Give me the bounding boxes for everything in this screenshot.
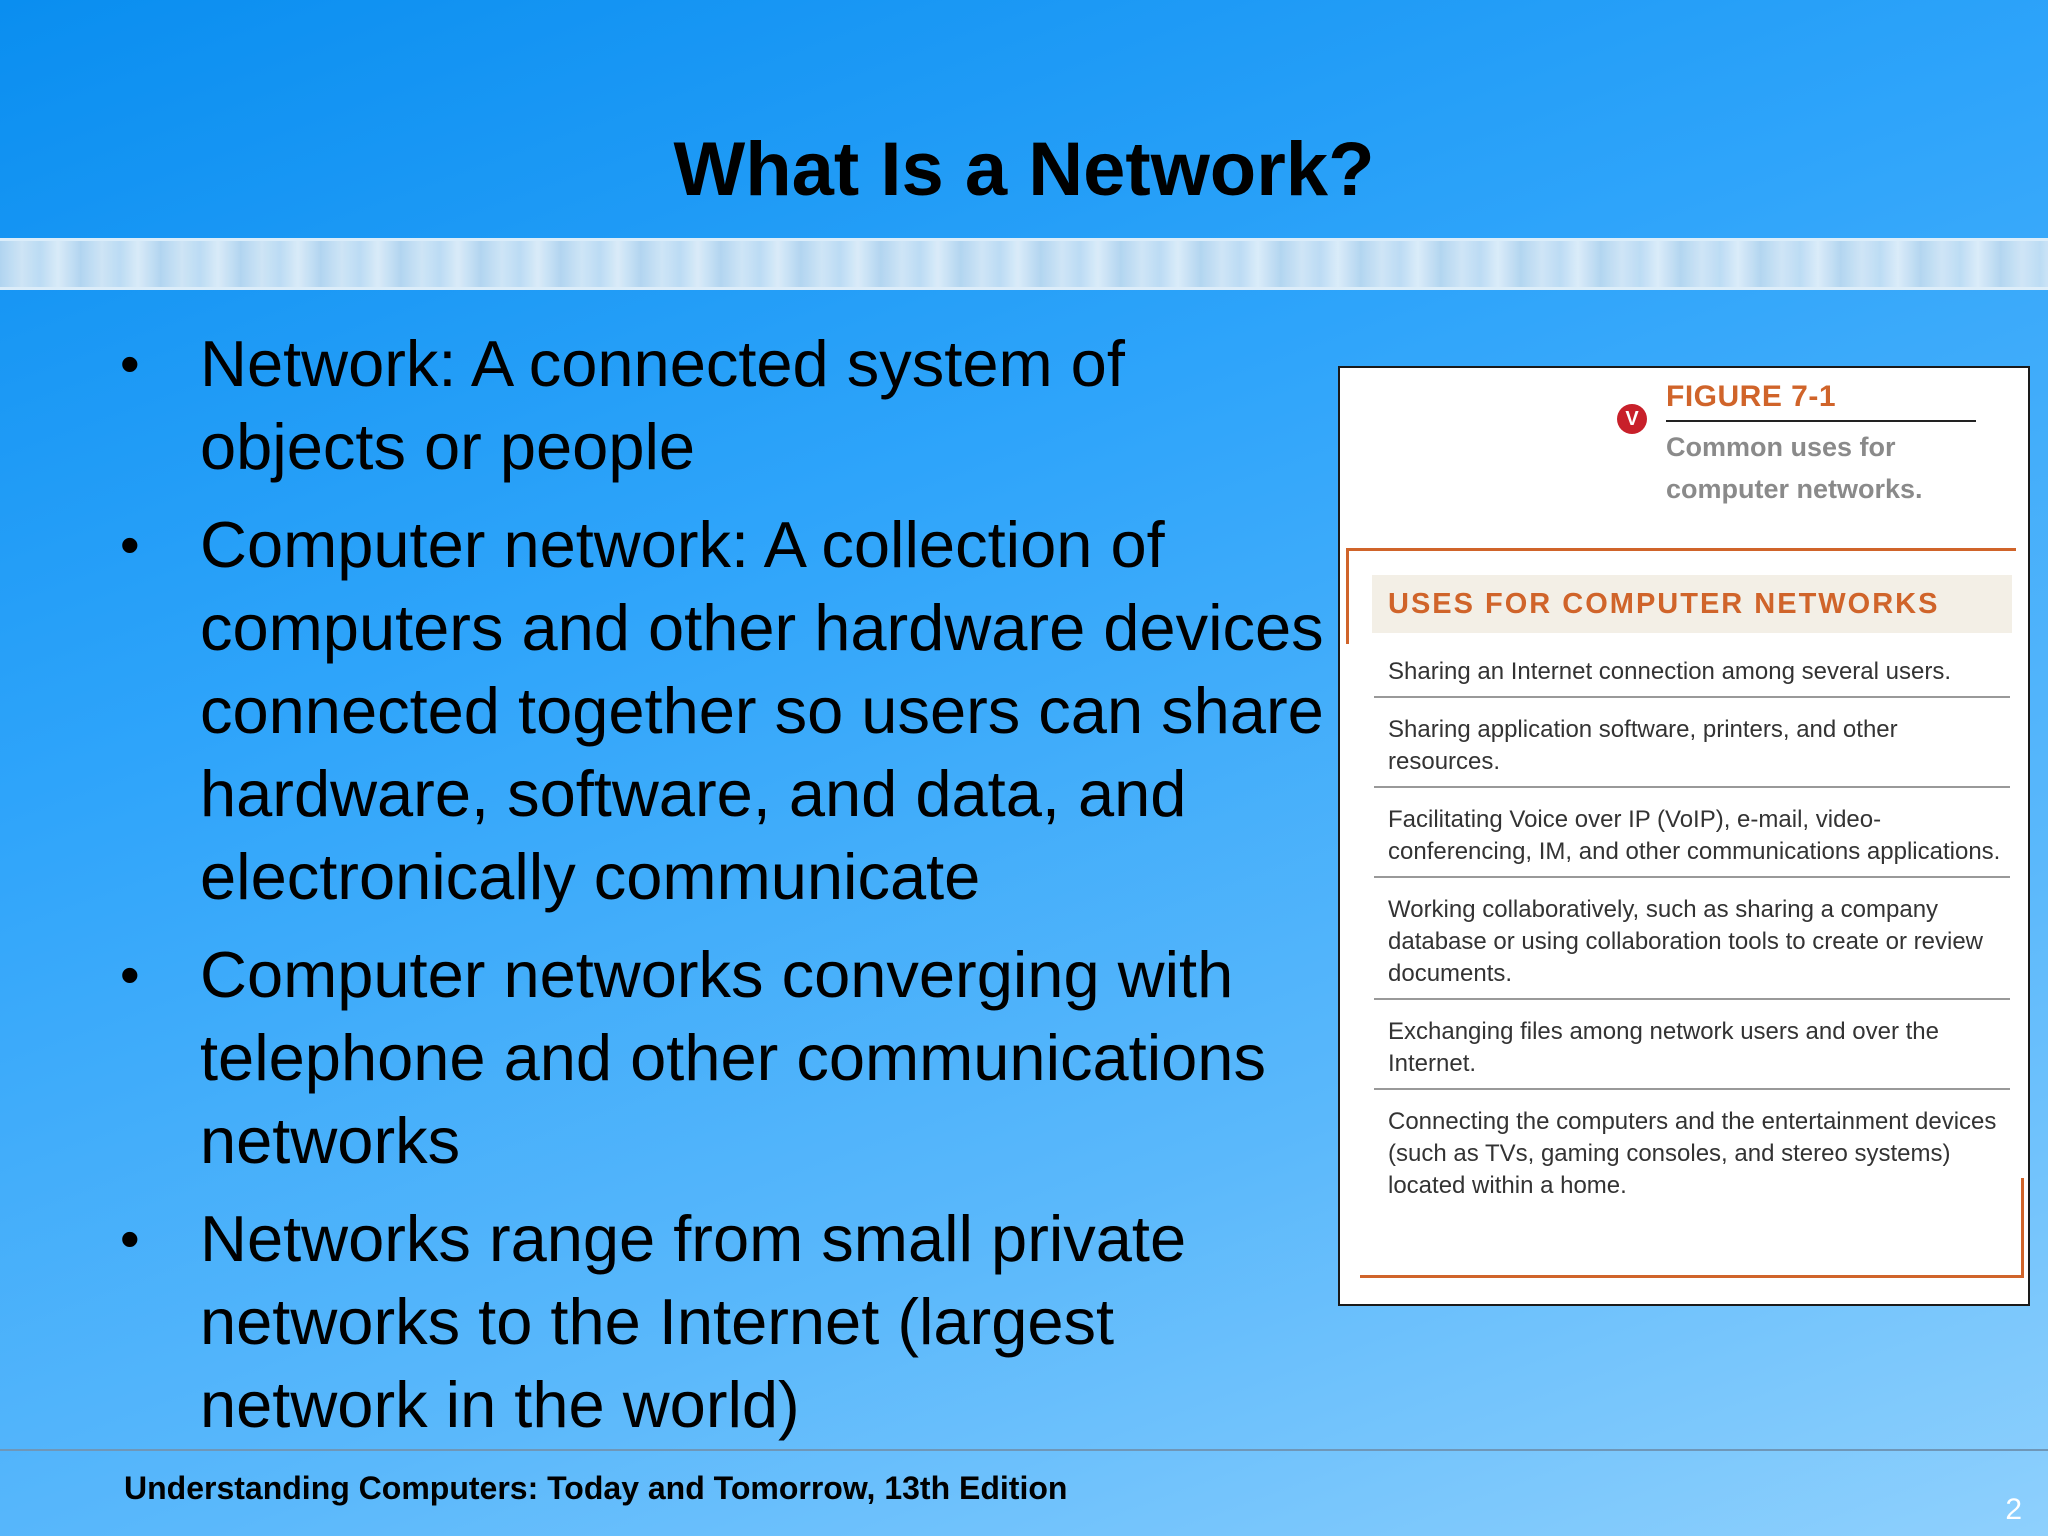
use-item: Exchanging files among network users and over the Internet. [1374,1010,2010,1090]
page-number: 2 [2005,1493,2022,1526]
decorative-band [0,238,2048,290]
use-item: Facilitating Voice over IP (VoIP), e-mail, video-conferencing, IM, and other communications applications. [1374,798,2010,878]
bullet-dot-icon: • [120,943,140,1006]
figure-label-rule [1666,420,1976,422]
figure-label: FIGURE 7-1 [1666,380,1837,413]
frame-border-left [1346,548,1349,644]
slide-title: What Is a Network? [673,127,1375,212]
publisher-logo-icon: V [1617,404,1647,434]
bullet-text: Networks range from small private networks to the Internet (largest network in the world) [200,1202,1187,1441]
bullet-text: Computer networks converging with telephone and other communications networks [200,938,1266,1177]
band-bottom-line [0,287,2048,290]
bullet-item [120,503,1340,918]
bullet-item [120,322,1340,488]
bullet-dot-icon: • [120,513,140,576]
footer-text: Understanding Computers: Today and Tomorrow, 13th Edition [124,1470,1068,1506]
use-item: Sharing an Internet connection among several users. [1374,650,2010,698]
bullet-list [120,322,1340,1461]
footer-divider [0,1449,2048,1451]
use-item: Sharing application software, printers, and other resources. [1374,708,2010,788]
frame-border-bottom [1360,1275,2024,1278]
use-item: Connecting the computers and the entertainment devices (such as TVs, gaming consoles, and stereo systems) located within a home. [1388,1108,1997,1199]
figure-image [1338,366,2030,1306]
bullet-dot-icon: • [120,1207,140,1270]
bullet-item [120,1197,1340,1446]
bullet-dot-icon: • [120,332,140,395]
use-item: Working collaboratively, such as sharing a company database or using collaboration tools to create or review documents. [1374,888,2010,1000]
frame-border-right [2021,1178,2024,1278]
bullet-text: Computer network: A collection of computers and other hardware devices connected together so users can share hardware, software, and data, and electronically communicate [200,508,1324,913]
bullet-text: Network: A connected system of objects or people [200,327,1125,483]
bullet-item [120,933,1340,1182]
figure-caption: Common uses for computer networks. [1666,432,1923,504]
frame-border-top [1346,548,2016,551]
band-top-line [0,238,2048,241]
uses-list [1374,650,2010,1220]
uses-table-header: USES FOR COMPUTER NETWORKS [1372,575,2012,633]
